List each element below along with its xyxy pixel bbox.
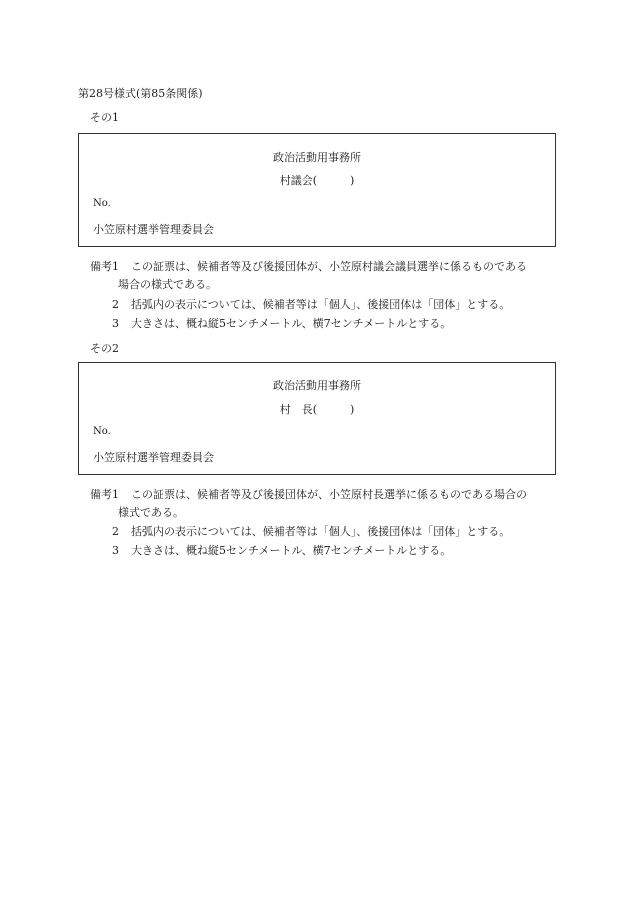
section-1-heading: その1 (90, 111, 119, 124)
note-text: 様式である。 (118, 506, 184, 519)
note-1-2 (112, 296, 510, 312)
note-label: 備考1 (90, 488, 119, 501)
note-1-3 (112, 315, 451, 331)
certificate-number-label: No. (93, 198, 111, 209)
certificate-title: 政治活動用事務所 (273, 379, 361, 392)
note-text: 場合の様式である。 (118, 278, 217, 291)
note-text: 大きさは、概ね縦5センチメートル、横7センチメートルとする。 (131, 544, 452, 557)
certificate-title: 政治活動用事務所 (273, 151, 361, 164)
form-title: 第28号様式(第85条関係) (78, 87, 203, 100)
certificate-number-label: No. (93, 426, 111, 437)
certificate-box-1 (78, 133, 556, 247)
certificate-subtitle: 村議会( ) (279, 174, 355, 187)
note-label: 2 (112, 298, 119, 311)
note-text: この証票は、候補者等及び後援団体が、小笠原村議会議員選挙に係るものである (131, 260, 527, 273)
note-text: この証票は、候補者等及び後援団体が、小笠原村長選挙に係るものである場合の (131, 488, 527, 501)
certificate-committee: 小笠原村選挙管理委員会 (93, 223, 214, 236)
note-1-1 (90, 258, 527, 274)
certificate-committee: 小笠原村選挙管理委員会 (93, 451, 214, 464)
note-label: 2 (112, 525, 119, 538)
note-label: 3 (112, 317, 119, 330)
certificate-subtitle: 村 長( ) (279, 403, 355, 416)
note-2-1 (90, 486, 527, 502)
note-2-2 (112, 523, 510, 539)
note-2-1-cont (118, 504, 184, 520)
note-text: 括弧内の表示については、候補者等は「個人」、後援団体は「団体」とする。 (131, 525, 511, 538)
note-label: 3 (112, 544, 119, 557)
note-1-1-cont (118, 276, 217, 292)
note-text: 大きさは、概ね縦5センチメートル、横7センチメートルとする。 (131, 317, 452, 330)
note-text: 括弧内の表示については、候補者等は「個人」、後援団体は「団体」とする。 (131, 298, 511, 311)
note-label: 備考1 (90, 260, 119, 273)
certificate-box-2 (78, 362, 556, 475)
note-2-3 (112, 542, 451, 558)
section-2-heading: その2 (90, 342, 119, 355)
